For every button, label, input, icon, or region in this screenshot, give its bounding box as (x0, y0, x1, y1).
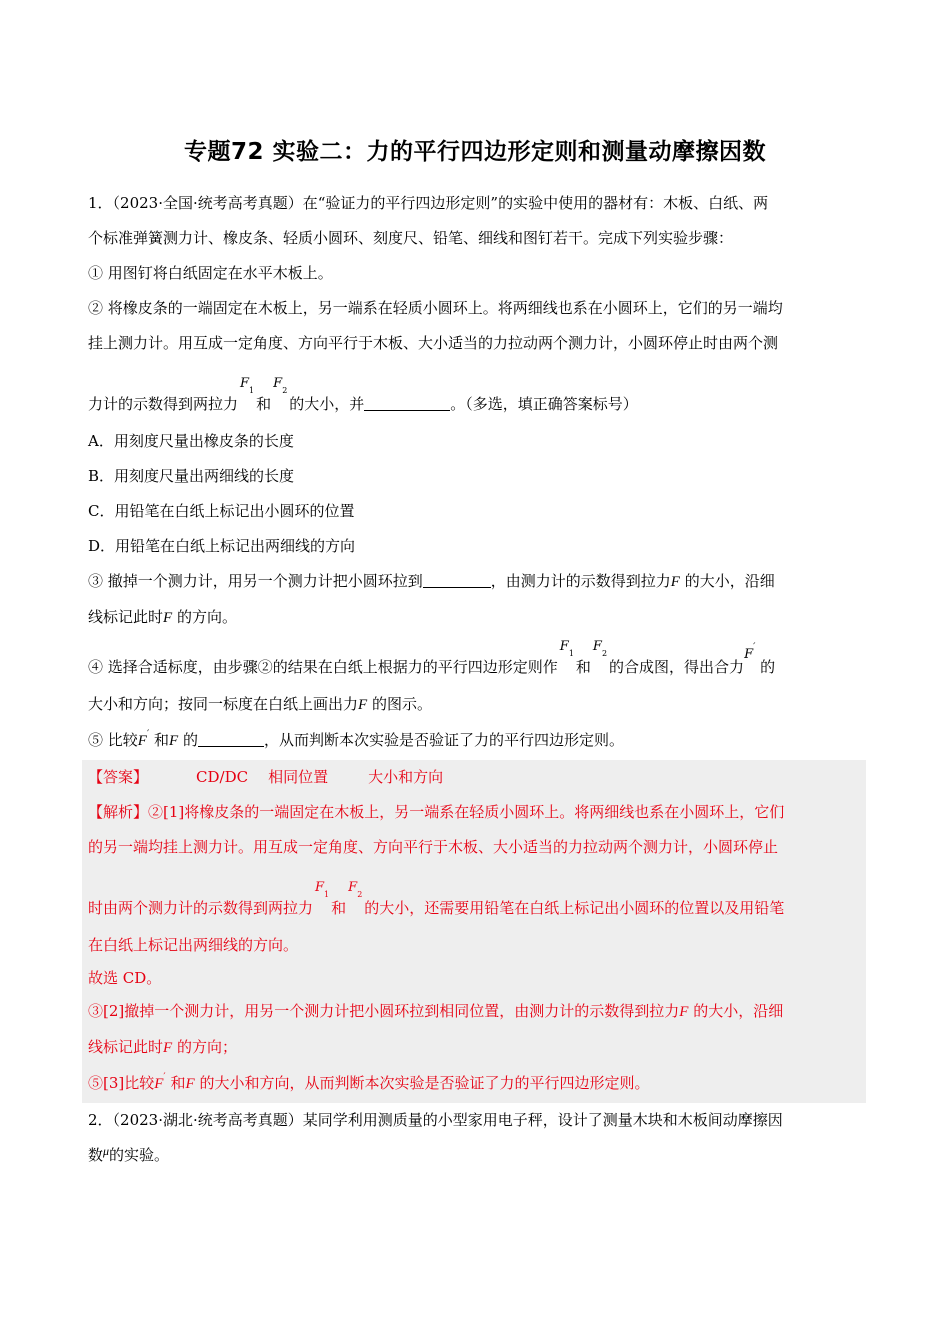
formula-mu: μ (103, 1144, 110, 1158)
q1-step1: ① 用图钉将白纸固定在水平木板上。 (88, 264, 333, 282)
answer-blank-1 (364, 394, 450, 411)
q2-line2: 数$^\mu$的实验。 (88, 1144, 170, 1164)
option-b: B．用刻度尺量出两细线的长度 (88, 467, 295, 485)
analysis-line3: 时由两个测力计的示数得到两拉力$F^1$和$F^2$的大小，还需要用铅笔在白纸上标记出小圆环的位置以及用铅笔 (88, 891, 862, 928)
q1-step2-line3: 力计的示数得到两拉力$F^1$和$F^2$的大小，并 。（多选，填正确答案标号） (88, 387, 862, 424)
formula-f-prime: F′ (744, 642, 756, 662)
q1-step4-line1: ④ 选择合适标度，由步骤②的结果在白纸上根据力的平行四边形定则作$F^1$和$F^2$的合成图，得出合力F′ 的 (88, 650, 862, 687)
answer-label: 【答案】 (88, 768, 149, 786)
answer-section (82, 760, 866, 1103)
q1-intro-line2: 个标准弹簧测力计、橡皮条、轻质小圆环、刻度尺、铅笔、细线和图钉若干。完成下列实验步骤： (88, 229, 734, 247)
formula-f2: $F^2$ (348, 880, 363, 899)
q1-step5: ⑤ 比较F′ 和F 的 ，从而判断本次实验是否验证了力的平行四边形定则。 (88, 729, 625, 749)
document-body (88, 186, 862, 1174)
formula-f2: $F^2$ (592, 639, 608, 658)
analysis-label: 【解析】 (88, 803, 149, 821)
analysis-line5: 故选 CD。 (88, 969, 162, 987)
formula-f1: $F^1$ (240, 376, 255, 395)
answer-1: CD/DC (196, 768, 249, 786)
answer-2: 相同位置 (268, 768, 329, 786)
page-title: 专题72 实验二：力的平行四边形定则和测量动摩擦因数 (183, 139, 766, 165)
q1-step3-line2: 线标记此时F 的方向。 (88, 608, 237, 626)
answer-3: 大小和方向 (368, 768, 444, 786)
analysis-line7: 线标记此时F 的方向； (88, 1038, 237, 1056)
answer-line (88, 760, 862, 795)
answer-blank-3 (198, 730, 264, 747)
formula-f1: $F^1$ (315, 880, 330, 899)
analysis-line1: 【解析】②[1]将橡皮条的一端固定在木板上，另一端系在轻质小圆环上。将两细线也系在小圆环上，它们 (88, 803, 785, 821)
analysis-line6: ③[2]撤掉一个测力计，用另一个测力计把小圆环拉到相同位置，由测力计的示数得到拉力F 的大小，沿细 (88, 1002, 784, 1020)
q1-step2-line1: ② 将橡皮条的一端固定在木板上，另一端系在轻质小圆环上。将两细线也系在小圆环上，它们的另一端均 (88, 299, 783, 317)
analysis-line2: 的另一端均挂上测力计。用互成一定角度、方向平行于木板、大小适当的力拉动两个测力计，小圆环停止 (88, 838, 779, 856)
option-a: A．用刻度尺量出橡皮条的长度 (88, 432, 294, 450)
q1-intro-line1: 1．（2023·全国·统考高考真题）在“验证力的平行四边形定则”的实验中使用的器材有：木板、白纸、两 (88, 194, 769, 212)
q1-step3-line1: ③ 撤掉一个测力计，用另一个测力计把小圆环拉到 ，由测力计的示数得到拉力F 的大小，沿细 (88, 572, 775, 590)
formula-f1: $F^1$ (559, 639, 574, 658)
answer-blank-2 (423, 571, 491, 588)
q1-step2-line2: 挂上测力计。用互成一定角度、方向平行于木板、大小适当的力拉动两个测力计，小圆环停止时由两个测 (88, 334, 779, 352)
q1-step4-line2: 大小和方向；按同一标度在白纸上画出力F 的图示。 (88, 695, 432, 713)
option-c: C．用铅笔在白纸上标记出小圆环的位置 (88, 502, 355, 520)
q2-line1: 2．（2023·湖北·统考高考真题）某同学利用测质量的小型家用电子秤，设计了测量木块和木板间动摩擦因 (88, 1111, 783, 1129)
option-d: D．用铅笔在白纸上标记出两细线的方向 (88, 537, 356, 555)
analysis-line8: ⑤[3]比较F′ 和F 的大小和方向，从而判断本次实验是否验证了力的平行四边形定则。 (88, 1072, 650, 1092)
formula-f2: $F^2$ (273, 376, 288, 395)
analysis-line4: 在白纸上标记出两细线的方向。 (88, 936, 299, 954)
